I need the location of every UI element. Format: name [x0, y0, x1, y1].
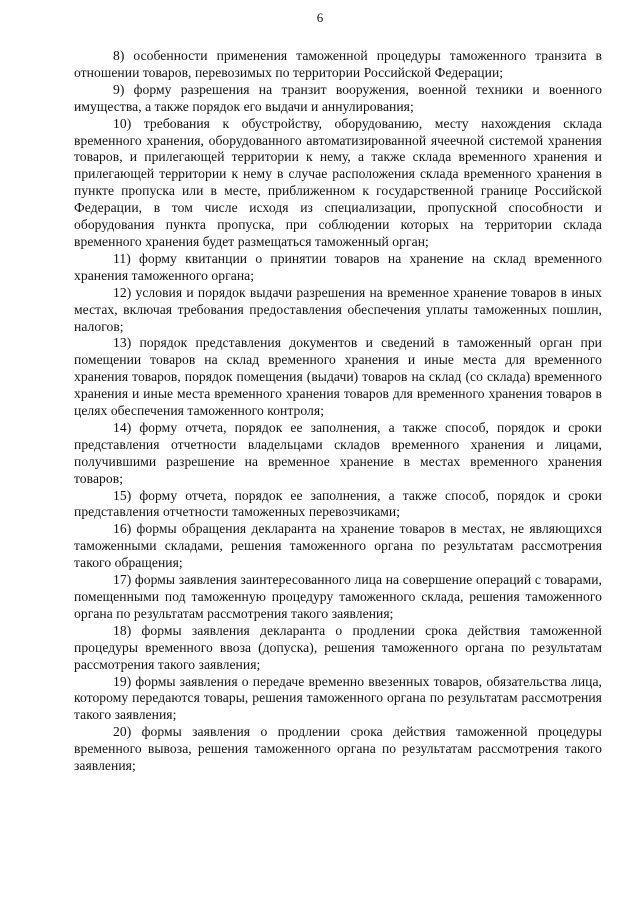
list-item-9: 9) форму разрешения на транзит вооружения, военной техники и военного имущества, а также порядок его выдачи и аннулирования;: [74, 81, 602, 114]
list-item-10: 10) требования к обустройству, оборудованию, месту нахождения склада временного хранения, оборудованного автоматизированной ячеечной системой хранения товаров, и прилегающей территории к нему, а также склада временного хранения и прилегающей территории к нему в случае расположения склада временного хранения в пункте пропуска или в месте, приближенном к государственной границе Российской Федерации, в том числе исходя из специализации, пропускной способности и оборудования пункта пропуска, при соблюдении которых на территории склада временного хранения будет размещаться таможенный орган;: [74, 115, 602, 249]
list-item-14: 14) форму отчета, порядок ее заполнения, а также способ, порядок и сроки представления отчетности владельцами складов временного хранения и лицами, получившими разрешение на временное хранение в местах временного хранения товаров;: [74, 419, 602, 486]
list-item-8: 8) особенности применения таможенной процедуры таможенного транзита в отношении товаров, перевозимых по территории Российской Федерации;: [74, 48, 602, 80]
list-item-16: 16) формы обращения декларанта на хранение товаров в местах, не являющихся таможенными складами, решения таможенного органа по результатам рассмотрения такого обращения;: [74, 521, 602, 571]
list-item-20: 20) формы заявления о продлении срока действия таможенной процедуры временного вывоза, решения таможенного органа по результатам рассмотрения такого заявления;: [74, 724, 602, 774]
list-item-17: 17) формы заявления заинтересованного лица на совершение операций с товарами, помещенными под таможенную процедуру таможенного склада, решения таможенного органа по результатам рассмотрения такого заявления;: [74, 572, 602, 621]
list-item-13: 13) порядок представления документов и сведений в таможенный орган при помещении товаров на склад временного хранения и иные места для временного хранения товаров, порядок помещения (выдачи) товаров на склад (со склада) временного хранения и иные места временного хранения товаров для временного хранения товаров в целях обеспечения таможенного контроля;: [74, 335, 602, 419]
list-item-15: 15) форму отчета, порядок ее заполнения, а также способ, порядок и сроки представления отчетности таможенных перевозчиками;: [74, 487, 602, 520]
list-item-12: 12) условия и порядок выдачи разрешения на временное хранение товаров в иных местах, включая требования предоставления обеспечения уплаты таможенных пошлин, налогов;: [74, 284, 602, 334]
list-item-18: 18) формы заявления декларанта о продлении срока действия таможенной процедуры временного ввоза (допуска), решения таможенного органа по результатам рассмотрения такого заявления;: [74, 622, 602, 672]
page-number: 6: [316, 10, 324, 25]
document-body: [74, 48, 602, 775]
list-item-19: 19) формы заявления о передаче временно ввезенных товаров, обязательства лица, которому передаются товары, решения таможенного органа по результатам рассмотрения такого заявления;: [74, 673, 602, 723]
list-item-11: 11) форму квитанции о принятии товаров на хранение на склад временного хранения таможенного органа;: [74, 250, 602, 283]
